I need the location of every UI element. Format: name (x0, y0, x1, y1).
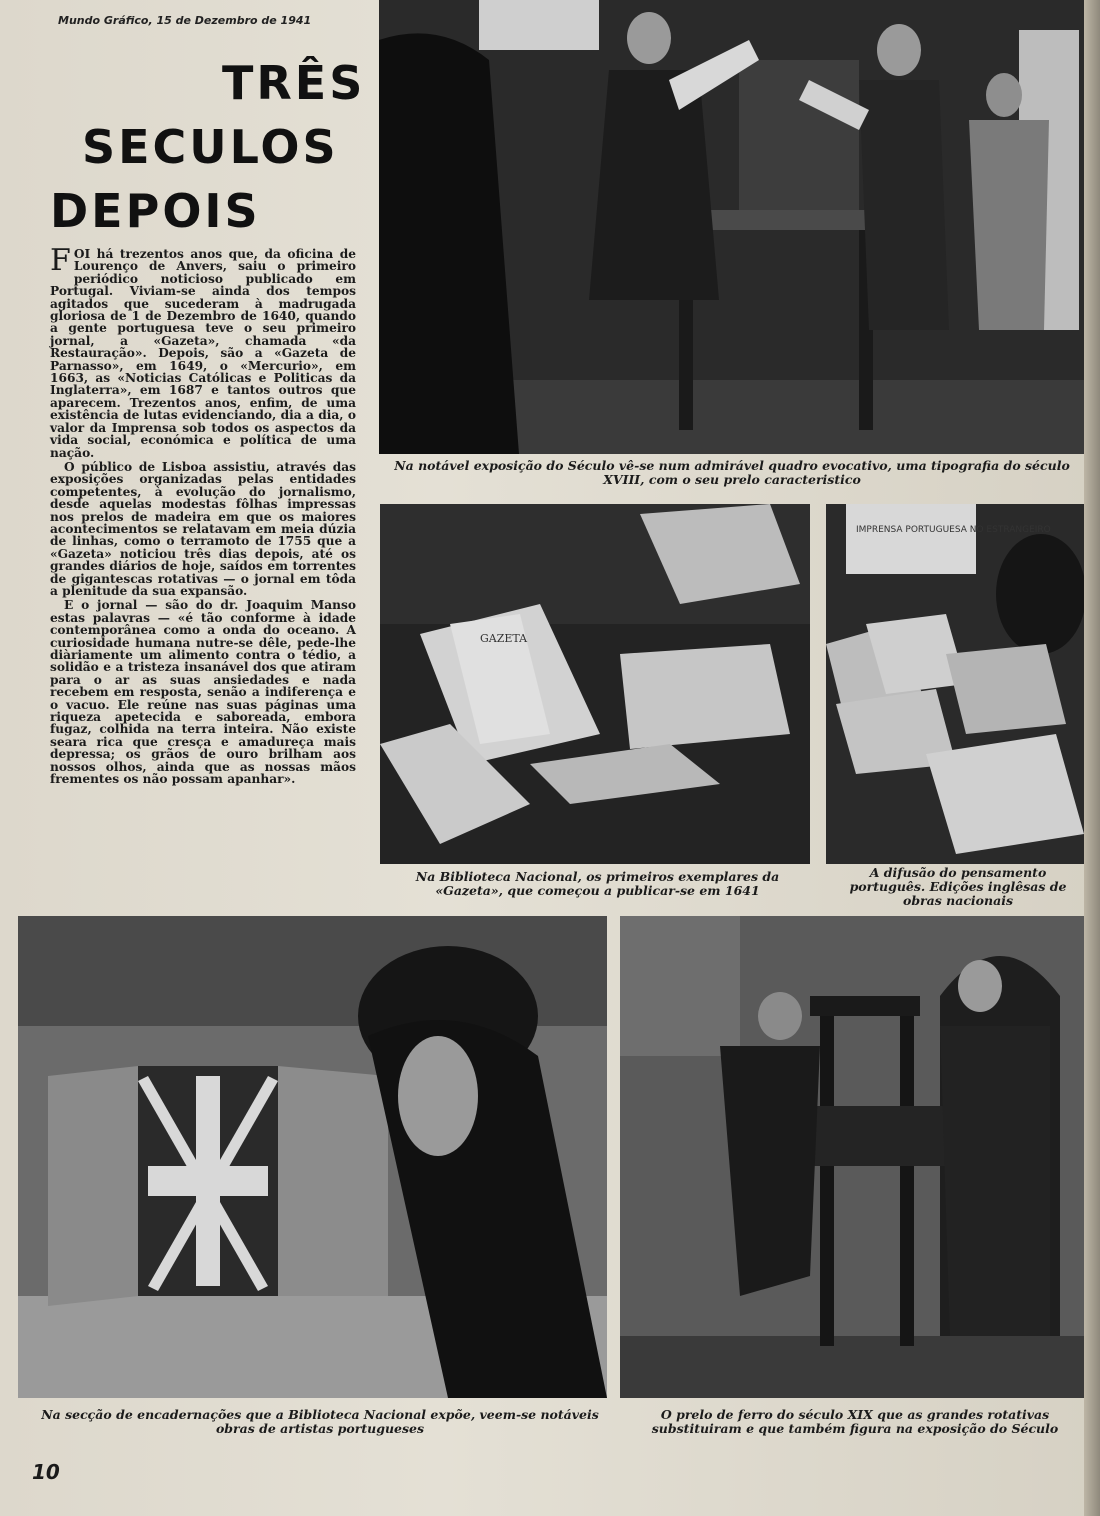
caption-typography-workshop: Na notável exposição do Século vê-se num admirável quadro evocativo, uma tipografia do século XVIII, com o seu prelo caracteristico (394, 458, 1070, 487)
typography-workshop-illustration (379, 0, 1084, 454)
binding-spine (1084, 0, 1100, 1516)
photo-iron-press (620, 916, 1084, 1398)
gazeta-cover-text: GAZETA (480, 632, 528, 645)
iron-press-illustration (620, 916, 1084, 1398)
page-number: 10 (32, 1460, 60, 1484)
photo-gazeta-books (380, 504, 810, 864)
article-body (50, 243, 356, 787)
caption-gazeta-books: Na Biblioteca Nacional, os primeiros exemplares da «Gazeta», que começou a publicar-se em 1641 (415, 869, 780, 898)
photo-typography-workshop (379, 0, 1084, 454)
bindings-illustration (18, 916, 607, 1398)
headline-line-1: TRÊS (222, 56, 366, 110)
article-paragraph-2: O público de Lisboa assistiu, através das exposições organizadas pelas entidades competentes, à evolução do jornalismo, desde aquelas modestas fôlhas impressas nos prelos de madeira em que os maiores acontecimentos se relatavam em meia dúzia de linhas, como o terramoto de 1755 que a «Gazeta» noticiou três dias depois, até os grandes diários de hoje, saídos em torrentes de gigantescas rotativas — o jornal em tôda a plenitude da sua expansão. (50, 459, 356, 598)
english-editions-illustration (826, 504, 1084, 864)
article-paragraph-3: E o jornal — são do dr. Joaquim Manso estas palavras — «é tão conforme à idade contemporânea como a onda do oceano. A curiosidade humana nutre-se dêle, pede-lhe diàriamente um alimento contra o tédio, a solidão e a tristeza insanável dos que atiram para o ar as suas ansiedades e nada recebem em resposta, senão a indiferença e o vacuo. Ele reúne nas suas páginas uma riqueza apetecida e saboreada, embora fugaz, colhida na terra inteira. Não existe seara rica que cresça e amadureça mais depressa; os grãos de ouro brilham aos nossos olhos, ainda que as nossas mãos frementes os não possam apanhar». (50, 598, 356, 787)
photo-bindings (18, 916, 607, 1398)
exhibit-sign-text: IMPRENSA PORTUGUESA NO ESTRANGEIRO (856, 525, 1051, 535)
gazeta-books-illustration (380, 504, 810, 864)
page-header: Mundo Gráfico, 15 de Dezembro de 1941 (58, 14, 312, 27)
drop-cap: F (50, 243, 71, 278)
photo-english-editions (826, 504, 1084, 864)
caption-bindings: Na secção de encadernações que a Biblioteca Nacional expõe, veem-se notáveis obras de artistas portugueses (41, 1407, 599, 1436)
article-paragraph-1: FOI há trezentos anos que, da oficina de Lourenço de Anvers, saiu o primeiro periódico noticioso publicado em Portugal. Viviam-se ainda dos tempos agitados que sucederam à madrugada gloriosa de 1 de Dezembro de 1640, quando a gente portuguesa teve o seu primeiro jornal, a «Gazeta», chamada «da Restauração». Depois, são a «Gazeta de Parnasso», em 1649, o «Mercurio», em 1663, as «Noticias Católicas e Politicas da Inglaterra», em 1687 e tantos outros que aparecem. Trezentos anos, enfim, de uma existência de lutas evidenciando, dia a dia, o valor da Imprensa sob todos os aspectos da vida social, económica e política de uma nação. (50, 243, 356, 460)
caption-english-editions: A difusão do pensamento português. Edições inglêsas de obras nacionais (849, 865, 1067, 908)
caption-iron-press: O prelo de ferro do século XIX que as grandes rotativas substituiram e que também figura na exposição do Século (651, 1407, 1059, 1436)
headline-line-3: DEPOIS (50, 184, 261, 238)
headline-line-2: SECULOS (82, 120, 339, 174)
